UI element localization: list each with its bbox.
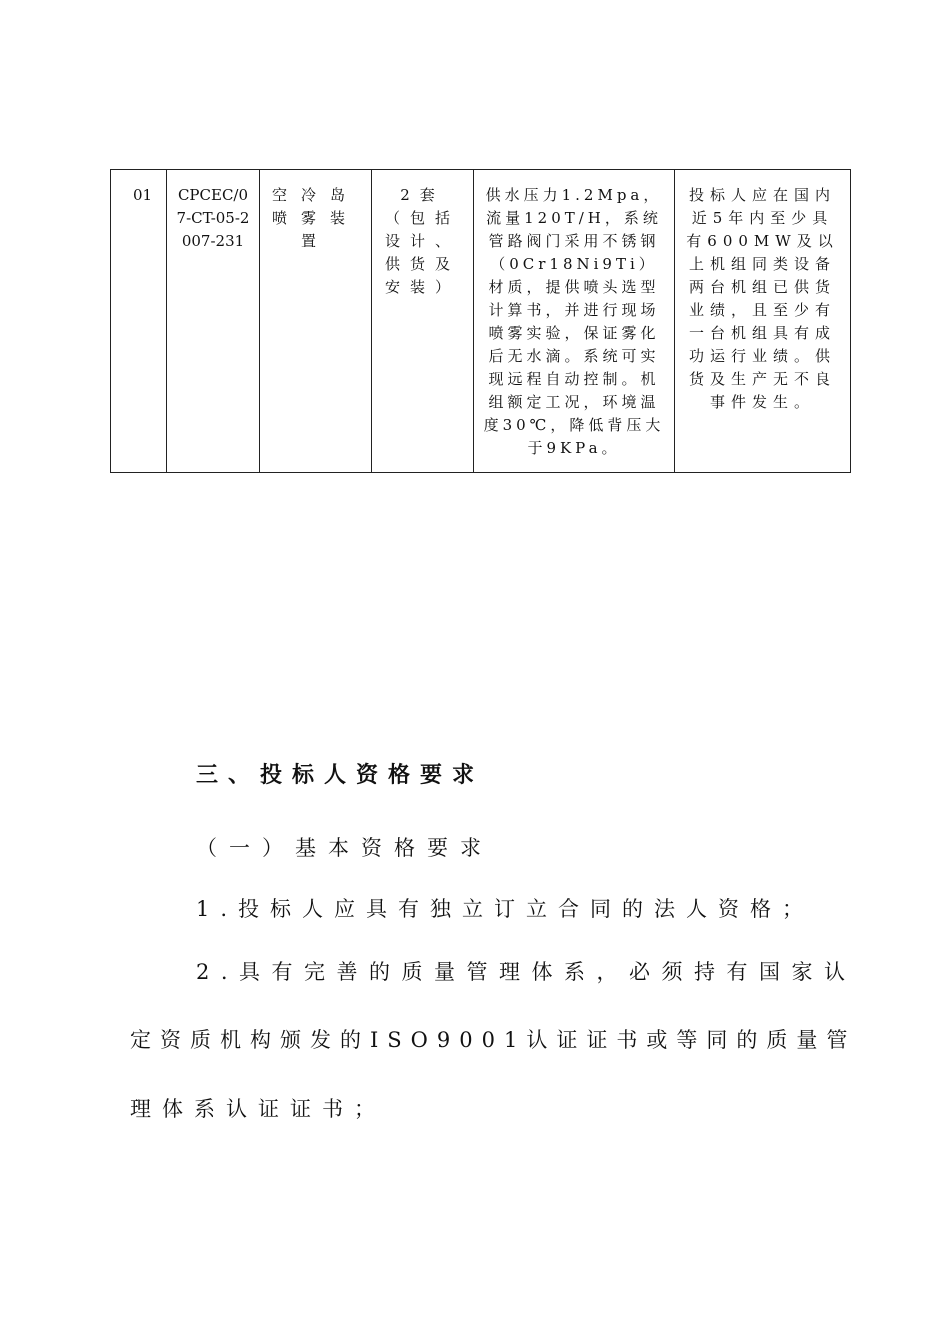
qualification-item-1: 1.投标人应具有独立订立合同的法人资格； bbox=[196, 897, 815, 921]
bidder-requirements-cell: 投标人应在国内近5年内至少具有600MW及以上机组同类设备两台机组已供货业绩，且至少有一台机组具有成功运行业绩。供货及生产无不良事件发生。 bbox=[675, 170, 851, 473]
section-heading: 三、投标人资格要求 bbox=[196, 762, 485, 788]
item-name-cell: 空冷岛喷雾装置 bbox=[260, 170, 372, 473]
subsection-heading: （一）基本资格要求 bbox=[196, 836, 493, 860]
technical-requirements-cell: 供水压力1.2Mpa，流量120T/H，系统管路阀门采用不锈钢（0Cr18Ni9Ti）材质，提供喷头选型计算书，并进行现场喷雾实验，保证雾化后无水滴。系统可实现远程自动控制。机组额定工况，环境温度30℃，降低背压大于9KPa。 bbox=[474, 170, 675, 473]
item-number-cell: 01 bbox=[111, 170, 167, 473]
qualification-item-2-line-1: 2.具有完善的质量管理体系，必须持有国家认 bbox=[196, 960, 857, 984]
quantity-cell: 2套（包括设计、供货及安装） bbox=[372, 170, 474, 473]
table-row bbox=[111, 170, 851, 473]
requirements-table bbox=[110, 169, 851, 473]
qualification-item-2-line-3: 理体系认证证书； bbox=[130, 1097, 386, 1121]
qualification-item-2-line-2: 定资质机构颁发的ISO9001认证证书或等同的质量管 bbox=[130, 1028, 857, 1052]
item-code-cell: CPCEC/07-CT-05-2007-231 bbox=[167, 170, 260, 473]
